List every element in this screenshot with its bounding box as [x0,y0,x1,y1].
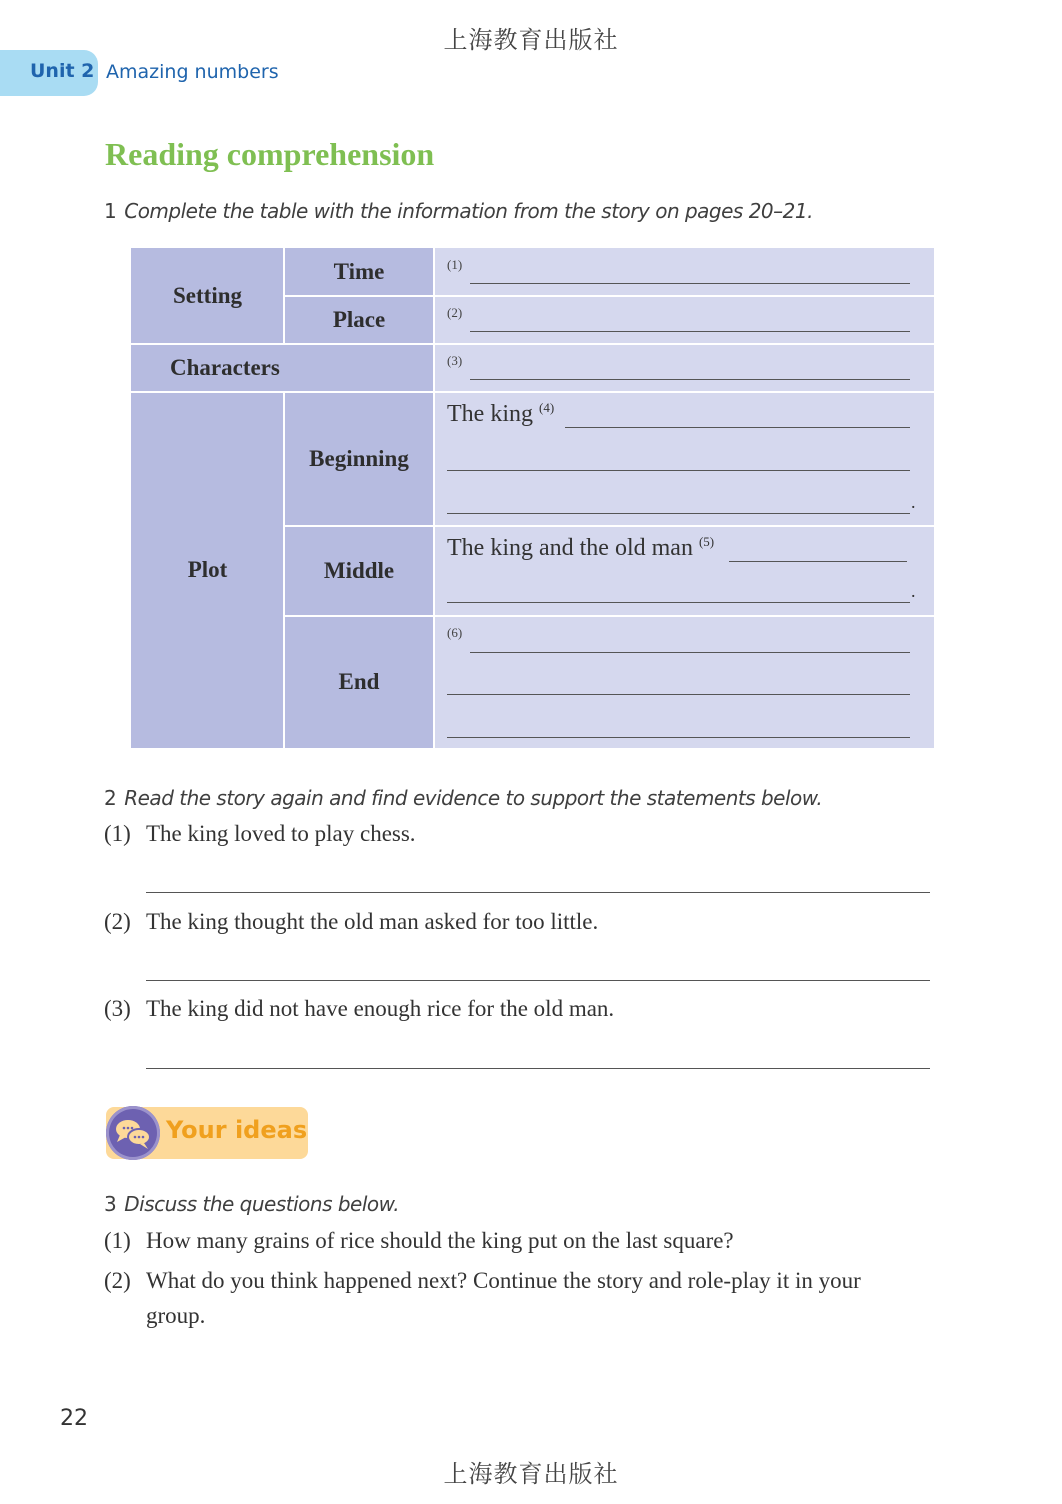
setting-header: Setting [131,248,284,344]
answer-line-1[interactable] [470,283,910,284]
task2-number: 2 [104,786,117,810]
blank-5-label: (5) [698,534,715,549]
statement-3: (3) The king did not have enough rice for the old man. [104,996,615,1021]
task2-instruction [104,786,822,810]
time-header: Time [284,248,434,296]
grid-line [433,248,435,748]
evidence-line-2[interactable] [146,980,930,981]
beginning-text: The king $^{(4)}$ [447,400,555,427]
place-header: Place [284,296,434,344]
unit-title: Amazing numbers [106,61,279,83]
blank-2-label: (2) [447,305,463,320]
task3-text: Discuss the questions below. [124,1192,400,1216]
blank-6-label: (6) [447,625,463,640]
blank-4-label: (4) [538,400,555,415]
question-2: (2) What do you think happened next? Continue the story and role-play it in your [104,1268,861,1293]
your-ideas-label: Your ideas [166,1116,308,1144]
task3-number: 3 [104,1192,117,1216]
grid-line [131,391,934,393]
beginning-header: Beginning [284,392,434,526]
period: . [911,581,916,601]
question-1: (1) How many grains of rice should the king put on the last square? [104,1228,734,1253]
middle-text: The king and the old man $^{(5)}$ [447,534,715,561]
middle-header: Middle [284,526,434,616]
publisher-top: 上海教育出版社 [443,28,619,54]
statement-1: (1) The king loved to play chess. [104,821,416,846]
end-header: End [284,616,434,748]
publisher-bottom: 上海教育出版社 [443,1462,619,1488]
speech-bubbles-icon [106,1106,160,1160]
task1-instruction [104,199,813,223]
answer-line-4a[interactable] [565,427,910,428]
unit-label: Unit 2 [30,60,95,82]
statement-2: (2) The king thought the old man asked for too little. [104,909,599,934]
section-title: Reading comprehension [105,136,435,172]
task1-number: 1 [104,199,117,223]
blank-3-label: (3) [447,353,463,368]
answer-line-4c[interactable] [447,513,910,514]
answer-line-6a[interactable] [470,652,910,653]
characters-header: Characters [131,344,434,392]
evidence-line-1[interactable] [146,892,930,893]
page-number: 22 [60,1406,88,1431]
story-table [131,248,934,748]
task3-instruction [104,1192,399,1216]
answer-line-6b[interactable] [447,694,910,695]
answer-line-6c[interactable] [447,737,910,738]
evidence-line-3[interactable] [146,1068,930,1069]
answer-line-4b[interactable] [447,470,910,471]
grid-line [131,343,934,345]
question-2-continued: group. [146,1303,206,1328]
grid-line [284,615,934,617]
plot-header: Plot [131,392,284,748]
task2-text: Read the story again and find evidence to support the statements below. [124,786,823,810]
grid-line [283,392,285,748]
blank-1-label: (1) [447,257,463,272]
answer-line-5b[interactable] [447,602,910,603]
answer-line-2[interactable] [470,331,910,332]
answer-line-3[interactable] [470,379,910,380]
answer-line-5a[interactable] [729,561,907,562]
grid-line [284,525,934,527]
period: . [911,492,916,512]
task1-text: Complete the table with the information from the story on pages 20–21. [124,199,813,223]
grid-line [284,295,934,297]
